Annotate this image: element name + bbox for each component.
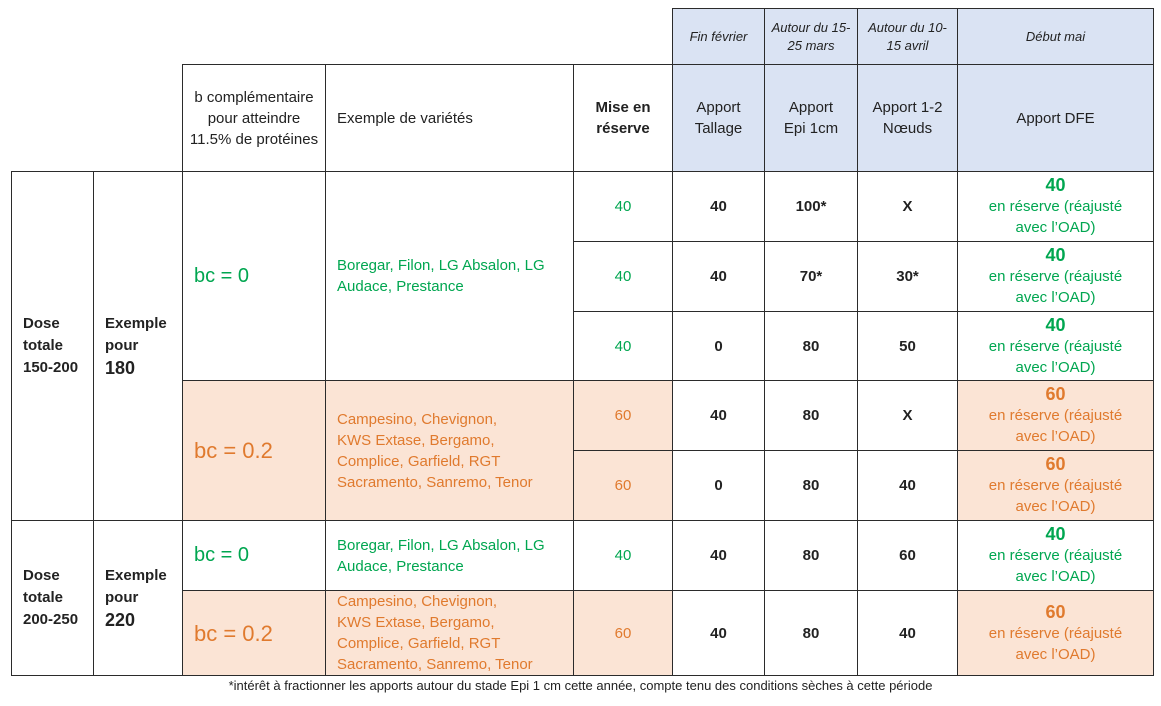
noeuds-cell: 60 <box>857 520 958 591</box>
noeuds-cell: X <box>857 380 958 451</box>
dfe-note: en réserve (réajusté avec l’OAD) <box>988 268 1123 306</box>
noeuds-cell: X <box>857 171 958 242</box>
epi-cell: 100* <box>764 171 858 242</box>
bc-label-orange: bc = 0.2 <box>182 380 326 521</box>
tallage-cell: 40 <box>672 171 765 242</box>
period-autour-avril: Autour du 10-15 avril <box>857 8 958 65</box>
noeuds-cell: 40 <box>857 590 958 676</box>
dfe-cell <box>957 380 1154 451</box>
header-apport-dfe: Apport DFE <box>957 64 1154 172</box>
period-debut-mai: Début mai <box>957 8 1154 65</box>
dfe-value: 40 <box>1045 245 1066 265</box>
dfe-value: 40 <box>1045 314 1066 335</box>
period-autour-mars: Autour du 15-25 mars <box>764 8 858 65</box>
reserve-cell: 60 <box>573 450 673 521</box>
exemple-pour-group-1 <box>93 171 183 521</box>
dfe-cell <box>957 520 1154 591</box>
header-b-complementaire: b complémentaire pour atteindre 11.5% de protéines <box>182 64 326 172</box>
bc-label-green: bc = 0 <box>182 520 326 591</box>
period-fin-fevrier: Fin février <box>672 8 765 65</box>
dfe-note: en réserve (réajusté avec l’OAD) <box>988 198 1123 236</box>
epi-cell: 70* <box>764 241 858 312</box>
dfe-note: en réserve (réajusté avec l’OAD) <box>988 477 1123 515</box>
bc-label-green: bc = 0 <box>182 171 326 381</box>
dose-totale-group-1: Dose totale 150-200 <box>11 171 94 521</box>
epi-cell: 80 <box>764 520 858 591</box>
dfe-cell <box>957 171 1154 242</box>
dfe-note: en réserve (réajusté avec l’OAD) <box>988 624 1123 663</box>
noeuds-cell: 50 <box>857 311 958 381</box>
dose-totale-group-2: Dose totale 200-250 <box>11 520 94 676</box>
reserve-cell: 40 <box>573 520 673 591</box>
exemple-label: Exemple pour <box>105 567 167 606</box>
dfe-value: 60 <box>1045 601 1066 622</box>
tallage-cell: 40 <box>672 520 765 591</box>
dfe-cell <box>957 241 1154 312</box>
tallage-cell: 0 <box>672 311 765 381</box>
epi-cell: 80 <box>764 380 858 451</box>
tallage-cell: 40 <box>672 241 765 312</box>
header-apport-epi: Apport Epi 1cm <box>764 64 858 172</box>
header-apport-tallage: Apport Tallage <box>672 64 765 172</box>
dfe-value: 40 <box>1045 175 1066 195</box>
exemple-value: 220 <box>105 610 136 630</box>
bc-label-orange: bc = 0.2 <box>182 590 326 676</box>
epi-cell: 80 <box>764 450 858 521</box>
noeuds-cell: 40 <box>857 450 958 521</box>
tallage-cell: 40 <box>672 380 765 451</box>
varieties-orange: Campesino, Chevignon, KWS Extase, Bergamo, Complice, Garfield, RGT Sacramento, Sanremo, Tenor <box>325 590 574 676</box>
header-exemple-varietes: Exemple de variétés <box>325 64 574 172</box>
tallage-cell: 0 <box>672 450 765 521</box>
varieties-green: Boregar, Filon, LG Absalon, LG Audace, Prestance <box>325 520 574 591</box>
varieties-green: Boregar, Filon, LG Absalon, LG Audace, Prestance <box>325 171 574 381</box>
reserve-cell: 60 <box>573 380 673 451</box>
reserve-cell: 60 <box>573 590 673 676</box>
exemple-value: 180 <box>105 358 136 378</box>
reserve-cell: 40 <box>573 311 673 381</box>
header-apport-noeuds: Apport 1-2 Nœuds <box>857 64 958 172</box>
exemple-label: Exemple pour <box>105 315 167 354</box>
dfe-cell <box>957 590 1154 676</box>
noeuds-cell: 30* <box>857 241 958 312</box>
dfe-note: en réserve (réajusté avec l’OAD) <box>988 547 1123 585</box>
dfe-note: en réserve (réajusté avec l’OAD) <box>988 337 1123 376</box>
varieties-orange: Campesino, Chevignon, KWS Extase, Bergamo, Complice, Garfield, RGT Sacramento, Sanremo, Tenor <box>325 380 574 521</box>
tallage-cell: 40 <box>672 590 765 676</box>
exemple-pour-group-2 <box>93 520 183 676</box>
header-mise-en-reserve: Mise en réserve <box>573 64 673 172</box>
dfe-note: en réserve (réajusté avec l’OAD) <box>988 407 1123 445</box>
reserve-cell: 40 <box>573 171 673 242</box>
epi-cell: 80 <box>764 590 858 676</box>
reserve-cell: 40 <box>573 241 673 312</box>
epi-cell: 80 <box>764 311 858 381</box>
dfe-value: 60 <box>1045 454 1066 474</box>
dfe-cell <box>957 450 1154 521</box>
dfe-cell <box>957 311 1154 381</box>
dfe-value: 60 <box>1045 384 1066 404</box>
dfe-value: 40 <box>1045 524 1066 544</box>
footnote: *intérêt à fractionner les apports autour du stade Epi 1 cm cette année, compte tenu des conditions sèches à cette période <box>228 678 933 693</box>
